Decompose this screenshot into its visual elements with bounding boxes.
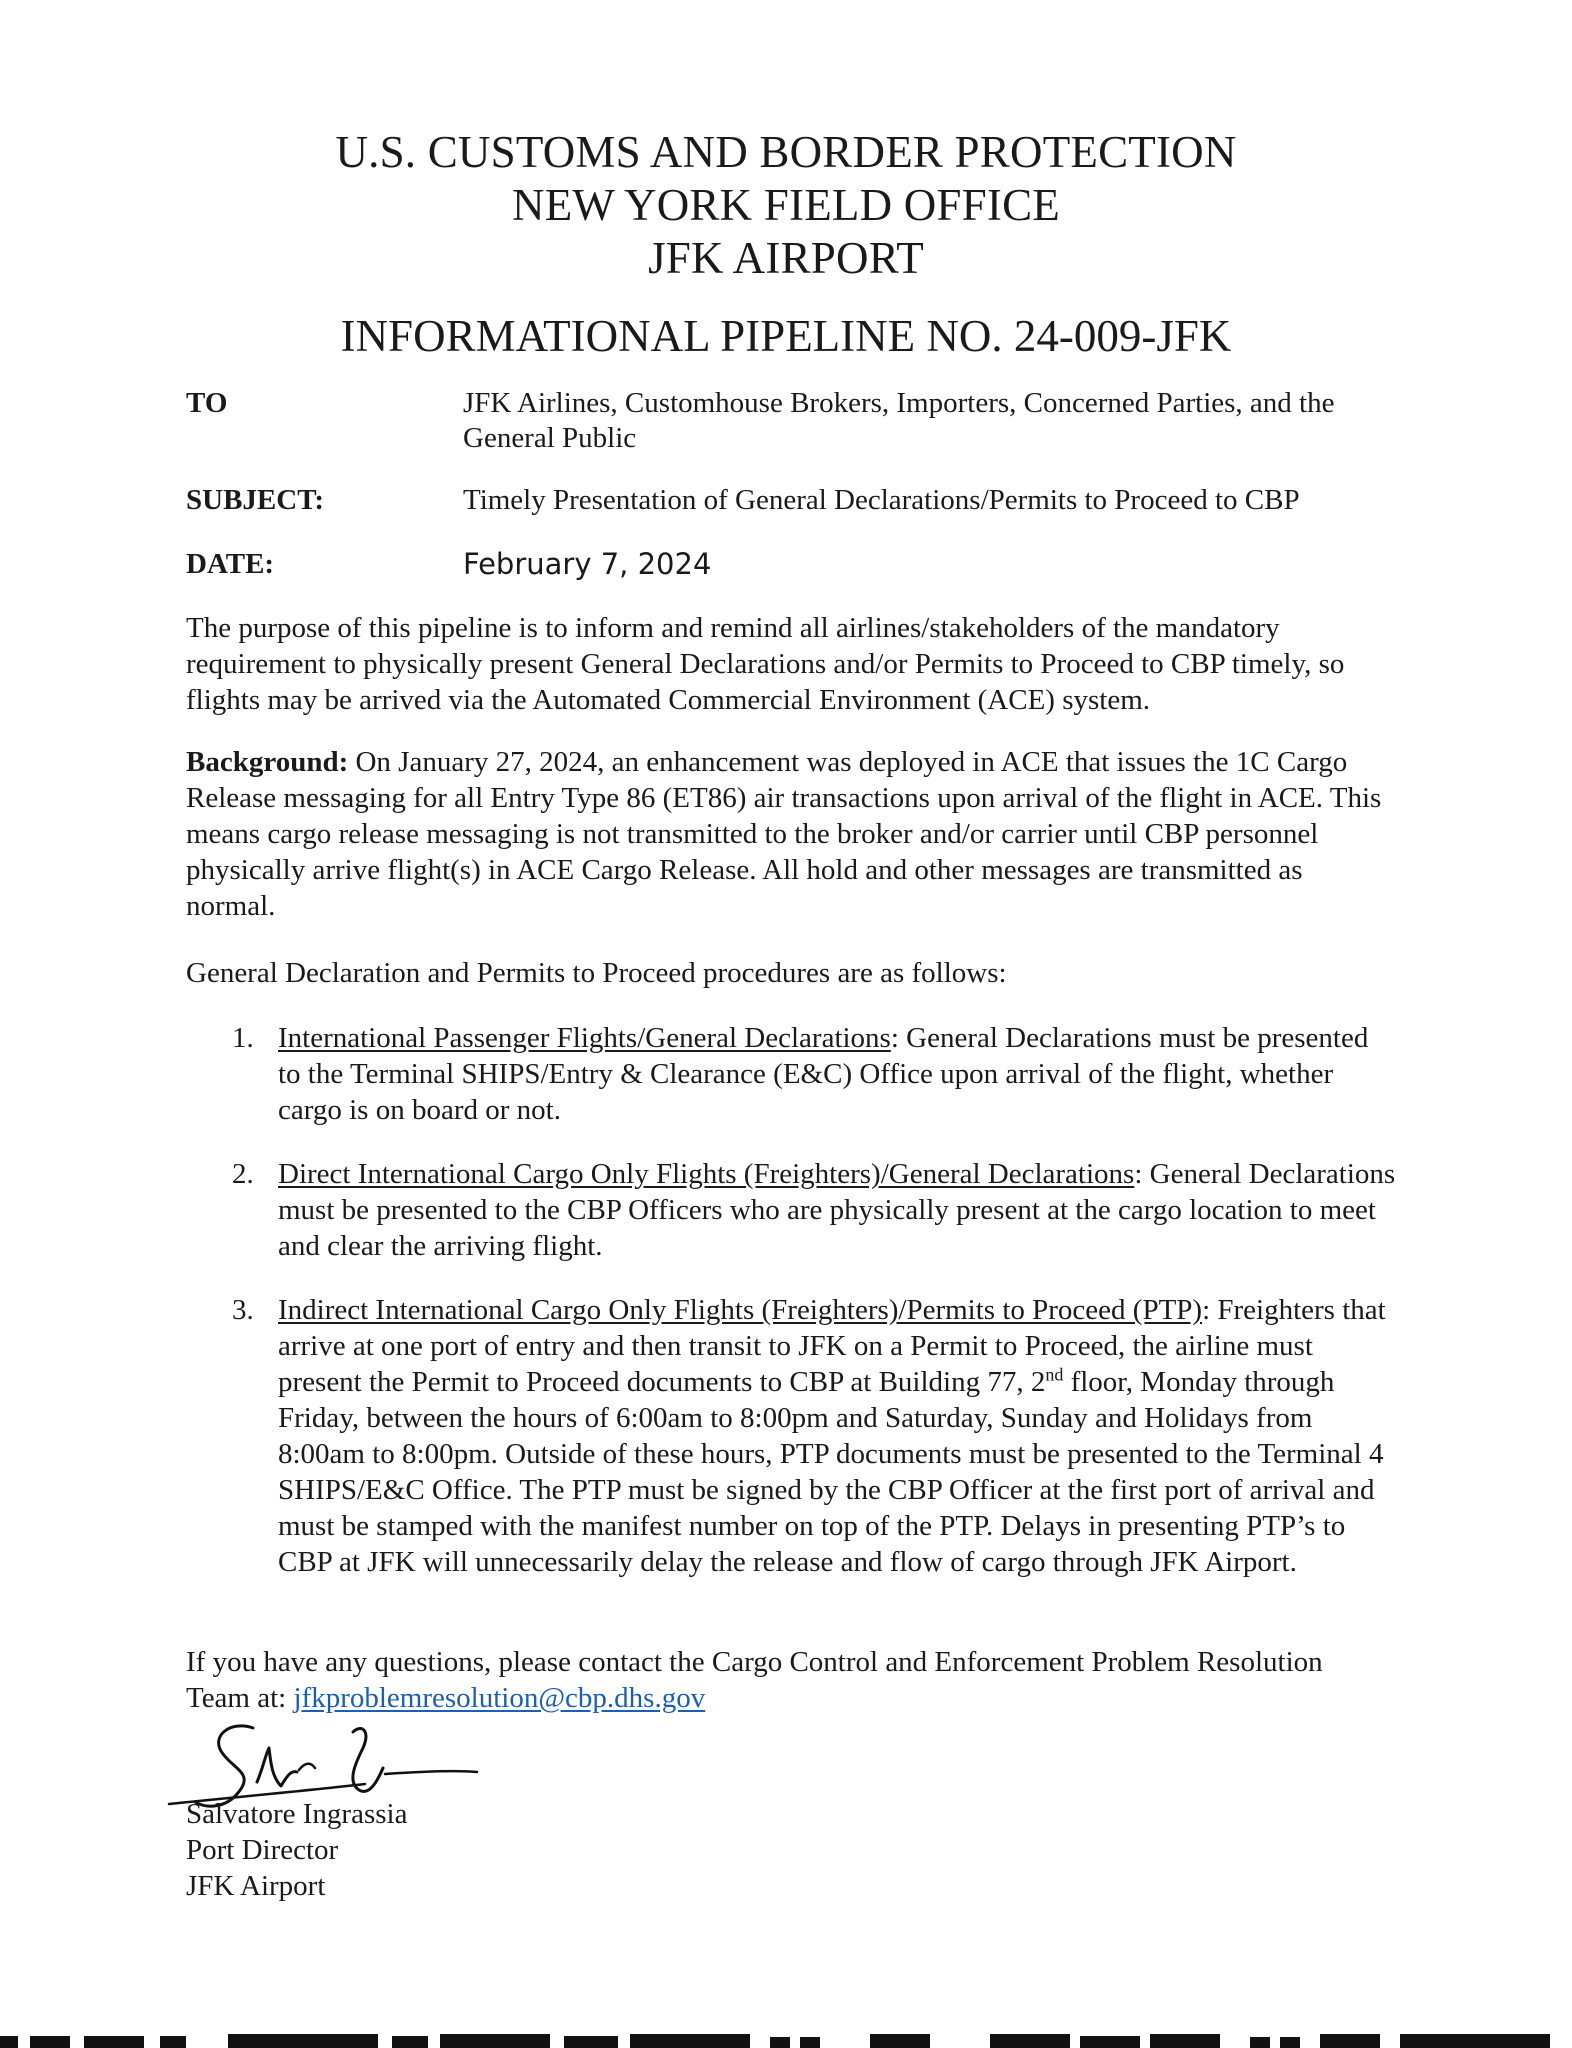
agency-name: U.S. CUSTOMS AND BORDER PROTECTION [335,127,1237,177]
list-item-heading: Direct International Cargo Only Flights (Freighters)/General Declarations [278,1158,1135,1190]
location-name: JFK AIRPORT [648,233,924,283]
list-item-text: : General Declarations must be presented to the CBP Officers who are physically present at the cargo location to meet and clear the arriving flight. [278,1158,1396,1262]
signer-title: Port Director [186,1834,339,1866]
letterhead [0,126,1572,285]
signer-name: Salvatore Ingrassia [186,1798,408,1830]
field-office-name: NEW YORK FIELD OFFICE [512,180,1060,230]
list-item-text: : General Declarations must be presented to the Terminal SHIPS/Entry & Clearance (E&C) Office upon arrival of the flight, whether cargo is on board or not. [278,1022,1369,1126]
pipeline-title: INFORMATIONAL PIPELINE NO. 24-009-JFK [340,311,1232,361]
list-number: 3. [232,1294,254,1326]
subject-label: SUBJECT: [186,484,325,516]
list-item-body [278,1156,1396,1264]
ordinal-suffix: nd [1045,1364,1064,1385]
purpose-paragraph: The purpose of this pipeline is to inform and remind all airlines/stakeholders of the mandatory requirement to physically present General Declarations and/or Permits to Proceed to CBP timely, so flights may be arrived via the Automated Commercial Environment (ACE) system. [186,612,1345,716]
list-item-text: : Freighters that arrive at one port of entry and then transit to JFK on a Permit to Proceed, the airline must present the Permit to Proceed documents to CBP at Building 77, 2 [278,1294,1386,1398]
signer-organization: JFK Airport [186,1870,326,1902]
to-value: JFK Airlines, Customhouse Brokers, Importers, Concerned Parties, and the General Public [463,387,1335,454]
background-text: On January 27, 2024, an enhancement was deployed in ACE that issues the 1C Cargo Release messaging for all Entry Type 86 (ET86) air transactions upon arrival of the flight in ACE. This means cargo release messaging is not transmitted to the broker and/or carrier until CBP personnel physically arrive flight(s) in ACE Cargo Release. All hold and other messages are transmitted as normal. [186,746,1382,922]
list-number: 1. [232,1022,254,1054]
scan-edge-marks [0,2032,1572,2048]
list-item-text-continued: floor, Monday through Friday, between the hours of 6:00am to 8:00pm and Saturday, Sunday and Holidays from 8:00am to 8:00pm. Outside of these hours, PTP documents must be presented to the Terminal 4 SHIPS/E&C Office. The PTP must be signed by the CBP Officer at the first port of arrival and must be stamped with the manifest number on top of the PTP. Delays in presenting PTP’s to CBP at JFK will unnecessarily delay the release and flow of cargo through JFK Airport. [278,1366,1384,1578]
background-label: Background: [186,746,349,778]
date-value: February 7, 2024 [463,547,712,581]
date-label: DATE: [186,548,275,580]
contact-text: If you have any questions, please contact the Cargo Control and Enforcement Problem Resolution Team at: [186,1646,1323,1714]
list-item-heading: International Passenger Flights/General Declarations [278,1022,891,1054]
list-item-body [278,1020,1396,1128]
procedures-intro: General Declaration and Permits to Proceed procedures are as follows: [186,957,1007,989]
list-item-heading: Indirect International Cargo Only Flights (Freighters)/Permits to Proceed (PTP) [278,1294,1203,1326]
signature-block [186,1796,407,1904]
subject-value: Timely Presentation of General Declarations/Permits to Proceed to CBP [463,484,1300,516]
to-label: TO [186,387,228,419]
contact-paragraph [186,1644,1326,1716]
background-paragraph [186,744,1396,924]
contact-email-link[interactable]: jfkproblemresolution@cbp.dhs.gov [293,1682,706,1714]
list-number: 2. [232,1158,254,1190]
list-item-body [278,1292,1396,1580]
